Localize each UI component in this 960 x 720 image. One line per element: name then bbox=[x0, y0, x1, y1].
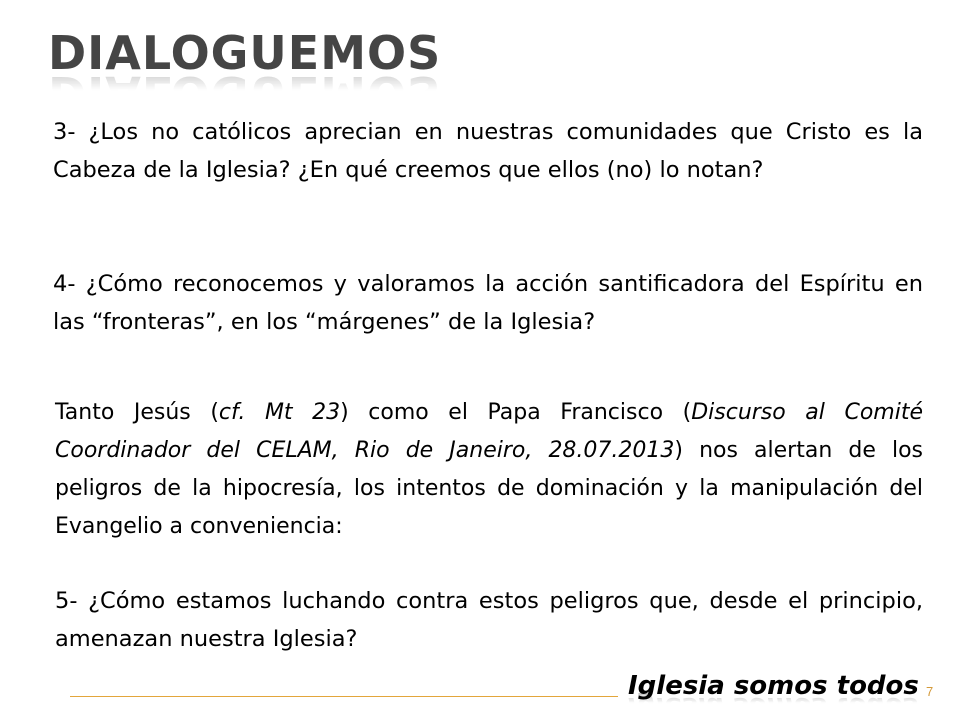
intro-text-2: ) como el Papa Francisco ( bbox=[340, 400, 692, 425]
page-number: 7 bbox=[926, 684, 934, 699]
question-5: 5- ¿Cómo estamos luchando contra estos peligros que, desde el principio, amenazan nuestra Iglesia? bbox=[55, 588, 923, 652]
intro-reference-1: cf. Mt 23 bbox=[218, 400, 341, 425]
intro-text-3: ) nos alertan de los peligros de la hipocresía, los intentos de dominación y la manipulación del Evangelio a conveniencia: bbox=[55, 438, 923, 539]
intro-text-1: Tanto Jesús ( bbox=[55, 400, 219, 425]
question-4: 4- ¿Cómo reconocemos y valoramos la acción santificadora del Espíritu en las “fronteras”, en los “márgenes” de la Iglesia? bbox=[53, 271, 923, 335]
question-3: 3- ¿Los no católicos aprecian en nuestras comunidades que Cristo es la Cabeza de la Iglesia? ¿En qué creemos que ellos (no) lo notan? bbox=[53, 119, 923, 183]
slide-title: DIALOGUEMOS bbox=[48, 26, 442, 80]
intro-paragraph bbox=[55, 394, 923, 546]
intro-reference-2: Discurso al Comité Coordinador del CELAM, Rio de Janeiro, 28.07.2013 bbox=[55, 400, 923, 463]
footer-tagline: Iglesia somos todos bbox=[628, 671, 919, 701]
footer-divider bbox=[70, 696, 618, 697]
